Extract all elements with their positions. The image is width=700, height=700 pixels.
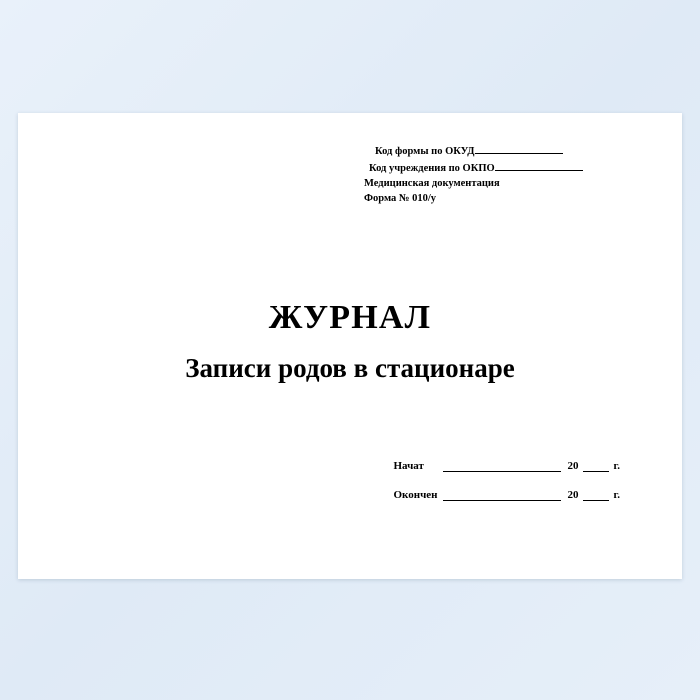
- date-row-finished: [393, 489, 620, 501]
- form-number-line: Форма № 010/у: [364, 192, 436, 204]
- finished-label: Окончен: [393, 489, 438, 501]
- finished-year-suffix: г.: [613, 489, 620, 501]
- okpo-value-rule: [495, 160, 583, 171]
- date-fields: [393, 460, 620, 518]
- started-year-rule: [583, 460, 609, 472]
- finished-value-rule: [443, 489, 561, 501]
- started-year-prefix: 20: [567, 460, 579, 472]
- okud-label: Код формы по ОКУД: [375, 146, 475, 157]
- okud-line: [364, 143, 664, 160]
- okpo-line: [364, 160, 664, 177]
- document-page: [18, 113, 682, 579]
- started-year-suffix: г.: [613, 460, 620, 472]
- started-label: Начат: [393, 460, 424, 472]
- page-subtitle: Записи родов в стационаре: [185, 353, 515, 383]
- form-code-block: [364, 143, 664, 207]
- started-value-rule: [443, 460, 561, 472]
- doc-type-line: Медицинская документация: [364, 177, 500, 189]
- page-title: ЖУРНАЛ: [268, 299, 432, 336]
- date-row-started: [393, 460, 620, 472]
- okpo-label: Код учреждения по ОКПО: [369, 162, 495, 174]
- finished-year-rule: [583, 489, 609, 501]
- finished-year-prefix: 20: [567, 489, 579, 501]
- okud-value-rule: [475, 143, 563, 154]
